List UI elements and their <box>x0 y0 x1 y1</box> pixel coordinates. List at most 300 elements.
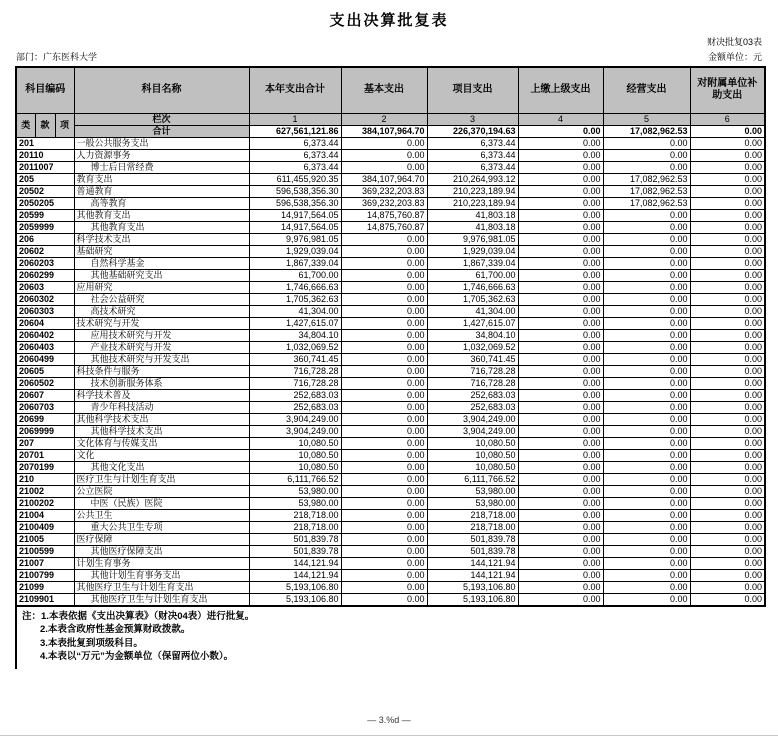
amount-cell: 61,700.00 <box>427 269 518 281</box>
subject-name-cell: 其他科学技术支出 <box>74 413 249 425</box>
amount-cell: 252,683.03 <box>249 389 341 401</box>
amount-cell: 0.00 <box>690 425 765 437</box>
subject-code-cell: 2060402 <box>16 329 74 341</box>
subject-code-cell: 205 <box>16 173 74 185</box>
amount-cell: 17,082,962.53 <box>603 197 690 209</box>
note-line: 4.本表以“万元”为金额单位（保留两位小数）。 <box>40 651 234 662</box>
amount-cell: 10,080.50 <box>249 461 341 473</box>
table-row <box>16 461 765 473</box>
amount-cell: 1,867,339.04 <box>249 257 341 269</box>
amount-cell: 0.00 <box>603 509 690 521</box>
table-row <box>16 485 765 497</box>
subject-name-cell: 其他文化支出 <box>74 461 249 473</box>
subject-code-cell: 20602 <box>16 245 74 257</box>
amount-cell: 369,232,203.83 <box>341 197 427 209</box>
subject-code-cell: 2069999 <box>16 425 74 437</box>
amount-cell: 0.00 <box>690 305 765 317</box>
code-level-kuan: 款 <box>35 113 55 137</box>
subject-name-cell: 普通教育 <box>74 185 249 197</box>
table-row <box>16 593 765 606</box>
amount-cell: 0.00 <box>518 389 603 401</box>
amount-cell: 0.00 <box>690 437 765 449</box>
subject-name-cell: 产业技术研究与开发 <box>74 341 249 353</box>
amount-cell: 17,082,962.53 <box>603 185 690 197</box>
column-header: 对附属单位补助支出 <box>690 67 765 113</box>
subject-code-cell: 210 <box>16 473 74 485</box>
subject-name-cell: 技术创新服务体系 <box>74 377 249 389</box>
amount-cell: 144,121.94 <box>249 569 341 581</box>
amount-cell: 0.00 <box>603 473 690 485</box>
amount-unit-label: 金额单位：元 <box>707 52 762 62</box>
amount-cell: 0.00 <box>341 305 427 317</box>
subject-name-cell: 技术研究与开发 <box>74 317 249 329</box>
amount-cell: 0.00 <box>690 461 765 473</box>
amount-cell: 0.00 <box>341 521 427 533</box>
table-row <box>16 233 765 245</box>
table-row <box>16 149 765 161</box>
amount-cell: 0.00 <box>341 497 427 509</box>
amount-cell: 0.00 <box>518 413 603 425</box>
amount-cell: 0.00 <box>341 437 427 449</box>
amount-cell: 6,373.44 <box>427 137 518 149</box>
total-label: 合计 <box>74 125 249 137</box>
total-amount-cell: 226,370,194.63 <box>427 125 518 137</box>
amount-cell: 0.00 <box>690 413 765 425</box>
amount-cell: 0.00 <box>518 149 603 161</box>
amount-cell: 0.00 <box>341 161 427 173</box>
amount-cell: 0.00 <box>603 341 690 353</box>
amount-cell: 0.00 <box>518 401 603 413</box>
amount-cell: 1,032,069.52 <box>249 341 341 353</box>
amount-cell: 1,705,362.63 <box>249 293 341 305</box>
amount-cell: 0.00 <box>690 245 765 257</box>
amount-cell: 0.00 <box>690 485 765 497</box>
amount-cell: 0.00 <box>341 353 427 365</box>
table-row <box>16 533 765 545</box>
subject-code-cell: 20701 <box>16 449 74 461</box>
amount-cell: 41,803.18 <box>427 221 518 233</box>
amount-cell: 384,107,964.70 <box>341 173 427 185</box>
amount-cell: 0.00 <box>518 161 603 173</box>
amount-cell: 0.00 <box>518 581 603 593</box>
amount-cell: 3,904,249.00 <box>249 425 341 437</box>
amount-cell: 0.00 <box>603 269 690 281</box>
amount-cell: 0.00 <box>341 233 427 245</box>
column-header: 本年支出合计 <box>249 67 341 113</box>
amount-cell: 0.00 <box>603 521 690 533</box>
amount-cell: 0.00 <box>518 185 603 197</box>
amount-cell: 10,080.50 <box>427 461 518 473</box>
amount-cell: 210,223,189.94 <box>427 197 518 209</box>
amount-cell: 0.00 <box>341 581 427 593</box>
subject-name-cell: 自然科学基金 <box>74 257 249 269</box>
amount-cell: 0.00 <box>690 341 765 353</box>
amount-cell: 0.00 <box>690 233 765 245</box>
subject-code-cell: 2070199 <box>16 461 74 473</box>
amount-cell: 0.00 <box>518 509 603 521</box>
subject-name-cell: 公立医院 <box>74 485 249 497</box>
amount-cell: 0.00 <box>341 485 427 497</box>
amount-cell: 6,373.44 <box>427 161 518 173</box>
amount-cell: 0.00 <box>603 209 690 221</box>
amount-cell: 53,980.00 <box>249 497 341 509</box>
subject-name-cell: 其他教育支出 <box>74 209 249 221</box>
column-header: 经营支出 <box>603 67 690 113</box>
amount-cell: 0.00 <box>603 149 690 161</box>
note-line: 3.本表批复到项级科目。 <box>40 637 143 649</box>
amount-cell: 0.00 <box>603 317 690 329</box>
total-amount-cell: 0.00 <box>690 125 765 137</box>
amount-cell: 0.00 <box>690 545 765 557</box>
amount-cell: 1,705,362.63 <box>427 293 518 305</box>
page-bottom-divider <box>0 735 778 736</box>
amount-cell: 0.00 <box>518 221 603 233</box>
amount-cell: 0.00 <box>518 533 603 545</box>
subject-name-cell: 其他医疗卫生与计划生育支出 <box>74 581 249 593</box>
amount-cell: 0.00 <box>518 377 603 389</box>
amount-cell: 0.00 <box>690 185 765 197</box>
amount-cell: 252,683.03 <box>427 389 518 401</box>
amount-cell: 0.00 <box>518 497 603 509</box>
amount-cell: 3,904,249.00 <box>427 413 518 425</box>
subject-name-cell: 科技条件与服务 <box>74 365 249 377</box>
subject-code-cell: 207 <box>16 437 74 449</box>
table-row <box>16 305 765 317</box>
subject-code-cell: 2060303 <box>16 305 74 317</box>
amount-cell: 0.00 <box>341 461 427 473</box>
amount-cell: 0.00 <box>341 533 427 545</box>
subject-name-cell: 其他科学技术支出 <box>74 425 249 437</box>
subject-name-cell: 应用研究 <box>74 281 249 293</box>
amount-cell: 61,700.00 <box>249 269 341 281</box>
amount-cell: 0.00 <box>690 509 765 521</box>
amount-cell: 3,904,249.00 <box>427 425 518 437</box>
subject-code-cell: 206 <box>16 233 74 245</box>
amount-cell: 0.00 <box>518 461 603 473</box>
amount-cell: 0.00 <box>603 533 690 545</box>
amount-cell: 0.00 <box>603 413 690 425</box>
amount-cell: 14,875,760.87 <box>341 221 427 233</box>
amount-cell: 6,111,766.52 <box>427 473 518 485</box>
amount-cell: 0.00 <box>518 197 603 209</box>
note-line <box>22 610 745 624</box>
table-row <box>16 425 765 437</box>
amount-cell: 0.00 <box>690 401 765 413</box>
amount-cell: 252,683.03 <box>249 401 341 413</box>
amount-cell: 0.00 <box>518 173 603 185</box>
subject-name-cell: 基础研究 <box>74 245 249 257</box>
amount-cell: 0.00 <box>341 293 427 305</box>
amount-cell: 0.00 <box>690 593 765 606</box>
amount-cell: 6,373.44 <box>249 149 341 161</box>
amount-cell: 501,839.78 <box>249 533 341 545</box>
amount-cell: 0.00 <box>603 593 690 606</box>
subject-code-cell: 2100799 <box>16 569 74 581</box>
expenditure-table <box>15 66 766 607</box>
amount-cell: 14,917,564.05 <box>249 209 341 221</box>
amount-cell: 0.00 <box>518 569 603 581</box>
total-amount-cell: 17,082,962.53 <box>603 125 690 137</box>
amount-cell: 3,904,249.00 <box>249 413 341 425</box>
amount-cell: 0.00 <box>603 389 690 401</box>
table-row <box>16 557 765 569</box>
amount-cell: 0.00 <box>690 389 765 401</box>
amount-cell: 0.00 <box>690 377 765 389</box>
amount-cell: 0.00 <box>341 365 427 377</box>
subject-code-cell: 2011007 <box>16 161 74 173</box>
total-amount-cell: 384,107,964.70 <box>341 125 427 137</box>
table-row <box>16 317 765 329</box>
amount-cell: 0.00 <box>603 329 690 341</box>
amount-cell: 0.00 <box>690 173 765 185</box>
amount-cell: 14,875,760.87 <box>341 209 427 221</box>
column-number: 3 <box>427 113 518 125</box>
table-row <box>16 581 765 593</box>
amount-cell: 210,264,993.12 <box>427 173 518 185</box>
subject-name-cell: 计划生育事务 <box>74 557 249 569</box>
table-row <box>16 521 765 533</box>
amount-cell: 0.00 <box>603 353 690 365</box>
table-row <box>16 293 765 305</box>
amount-cell: 0.00 <box>518 353 603 365</box>
amount-cell: 0.00 <box>690 365 765 377</box>
table-row <box>16 437 765 449</box>
amount-cell: 218,718.00 <box>427 521 518 533</box>
department-label: 部门：广东医科大学 <box>16 52 98 62</box>
amount-cell: 0.00 <box>341 149 427 161</box>
amount-cell: 369,232,203.83 <box>341 185 427 197</box>
amount-cell: 0.00 <box>603 281 690 293</box>
amount-cell: 144,121.94 <box>427 569 518 581</box>
subject-name-cell: 公共卫生 <box>74 509 249 521</box>
column-header: 上缴上级支出 <box>518 67 603 113</box>
amount-cell: 144,121.94 <box>249 557 341 569</box>
subject-name-cell: 其他技术研究与开发支出 <box>74 353 249 365</box>
subject-name-cell: 高等教育 <box>74 197 249 209</box>
subject-code-cell: 2050205 <box>16 197 74 209</box>
subject-code-cell: 2059999 <box>16 221 74 233</box>
amount-cell: 0.00 <box>603 449 690 461</box>
amount-cell: 0.00 <box>518 341 603 353</box>
amount-cell: 0.00 <box>341 425 427 437</box>
amount-cell: 0.00 <box>690 557 765 569</box>
amount-cell: 0.00 <box>690 221 765 233</box>
amount-cell: 0.00 <box>603 377 690 389</box>
amount-cell: 716,728.28 <box>249 365 341 377</box>
amount-cell: 218,718.00 <box>427 509 518 521</box>
table-row <box>16 449 765 461</box>
amount-cell: 0.00 <box>603 401 690 413</box>
subject-code-cell: 2100599 <box>16 545 74 557</box>
table-row <box>16 353 765 365</box>
total-row <box>16 125 765 137</box>
amount-cell: 0.00 <box>690 353 765 365</box>
amount-cell: 34,804.10 <box>427 329 518 341</box>
subject-code-cell: 20599 <box>16 209 74 221</box>
amount-cell: 716,728.28 <box>427 365 518 377</box>
table-row <box>16 209 765 221</box>
amount-cell: 34,804.10 <box>249 329 341 341</box>
table-row <box>16 185 765 197</box>
table-row <box>16 161 765 173</box>
amount-cell: 5,193,106.80 <box>427 581 518 593</box>
note-item: 1.本表依据《支出决算表》（财决04表）进行批复。 <box>41 610 255 622</box>
amount-cell: 0.00 <box>690 449 765 461</box>
column-number: 2 <box>341 113 427 125</box>
amount-cell: 0.00 <box>518 473 603 485</box>
header-row-main <box>16 67 765 113</box>
subject-name-cell: 医疗保障 <box>74 533 249 545</box>
amount-cell: 0.00 <box>518 281 603 293</box>
form-number: 财决批复03表 <box>706 37 762 47</box>
amount-cell: 0.00 <box>518 485 603 497</box>
amount-cell: 0.00 <box>518 329 603 341</box>
amount-cell: 5,193,106.80 <box>249 593 341 606</box>
amount-cell: 0.00 <box>690 281 765 293</box>
table-row <box>16 497 765 509</box>
amount-cell: 0.00 <box>518 233 603 245</box>
amount-cell: 0.00 <box>603 137 690 149</box>
amount-cell: 0.00 <box>690 137 765 149</box>
column-number: 5 <box>603 113 690 125</box>
amount-cell: 41,304.00 <box>427 305 518 317</box>
amount-cell: 0.00 <box>603 545 690 557</box>
subject-code-cell: 201 <box>16 137 74 149</box>
amount-cell: 0.00 <box>518 257 603 269</box>
amount-cell: 0.00 <box>341 281 427 293</box>
subject-code-cell: 20699 <box>16 413 74 425</box>
amount-cell: 144,121.94 <box>427 557 518 569</box>
subject-code-cell: 20110 <box>16 149 74 161</box>
table-row <box>16 377 765 389</box>
amount-cell: 0.00 <box>341 377 427 389</box>
table-row <box>16 197 765 209</box>
amount-cell: 0.00 <box>341 317 427 329</box>
amount-cell: 0.00 <box>341 593 427 606</box>
amount-cell: 1,746,666.63 <box>249 281 341 293</box>
amount-cell: 10,080.50 <box>427 449 518 461</box>
amount-cell: 6,111,766.52 <box>249 473 341 485</box>
amount-cell: 0.00 <box>518 317 603 329</box>
amount-cell: 1,929,039.04 <box>249 245 341 257</box>
amount-cell: 0.00 <box>518 425 603 437</box>
table-row <box>16 473 765 485</box>
notes-section <box>15 607 745 669</box>
amount-cell: 218,718.00 <box>249 509 341 521</box>
subject-name-cell: 医疗卫生与计划生育支出 <box>74 473 249 485</box>
amount-cell: 1,746,666.63 <box>427 281 518 293</box>
subject-code-cell: 2109901 <box>16 593 74 606</box>
amount-cell: 0.00 <box>690 293 765 305</box>
amount-cell: 596,538,356.30 <box>249 185 341 197</box>
subject-code-cell: 2060703 <box>16 401 74 413</box>
amount-cell: 360,741.45 <box>249 353 341 365</box>
subject-name-cell: 社会公益研究 <box>74 293 249 305</box>
amount-cell: 0.00 <box>603 293 690 305</box>
amount-cell: 0.00 <box>603 245 690 257</box>
subject-code-cell: 20607 <box>16 389 74 401</box>
column-header: 项目支出 <box>427 67 518 113</box>
amount-cell: 0.00 <box>690 197 765 209</box>
amount-cell: 0.00 <box>341 401 427 413</box>
table-row <box>16 389 765 401</box>
table-row <box>16 269 765 281</box>
amount-cell: 0.00 <box>518 137 603 149</box>
amount-cell: 0.00 <box>690 209 765 221</box>
subject-name-cell: 科学技术普及 <box>74 389 249 401</box>
amount-cell: 252,683.03 <box>427 401 518 413</box>
subject-code-cell: 20604 <box>16 317 74 329</box>
amount-cell: 611,455,920.35 <box>249 173 341 185</box>
amount-cell: 0.00 <box>603 569 690 581</box>
amount-cell: 0.00 <box>690 257 765 269</box>
subject-code-cell: 2060203 <box>16 257 74 269</box>
amount-cell: 41,304.00 <box>249 305 341 317</box>
subject-name-cell: 其他教育支出 <box>74 221 249 233</box>
amount-cell: 0.00 <box>518 245 603 257</box>
lanci-label: 栏次 <box>74 113 249 125</box>
table-row <box>16 329 765 341</box>
amount-cell: 0.00 <box>341 341 427 353</box>
amount-cell: 0.00 <box>690 497 765 509</box>
amount-cell: 0.00 <box>690 569 765 581</box>
amount-cell: 9,976,981.05 <box>427 233 518 245</box>
amount-cell: 0.00 <box>690 317 765 329</box>
amount-cell: 17,082,962.53 <box>603 173 690 185</box>
amount-cell: 0.00 <box>603 365 690 377</box>
amount-cell: 0.00 <box>341 245 427 257</box>
table-row <box>16 221 765 233</box>
amount-cell: 0.00 <box>518 557 603 569</box>
amount-cell: 716,728.28 <box>249 377 341 389</box>
amount-cell: 0.00 <box>341 473 427 485</box>
subject-name-cell: 其他计划生育事务支出 <box>74 569 249 581</box>
amount-cell: 0.00 <box>341 557 427 569</box>
table-row <box>16 401 765 413</box>
amount-cell: 0.00 <box>603 161 690 173</box>
amount-cell: 0.00 <box>603 581 690 593</box>
amount-cell: 0.00 <box>603 461 690 473</box>
amount-cell: 0.00 <box>518 209 603 221</box>
amount-cell: 0.00 <box>518 545 603 557</box>
subject-name-cell: 文化 <box>74 449 249 461</box>
column-number: 6 <box>690 113 765 125</box>
amount-cell: 0.00 <box>518 269 603 281</box>
amount-cell: 0.00 <box>690 269 765 281</box>
subject-code-cell: 20603 <box>16 281 74 293</box>
amount-cell: 53,980.00 <box>249 485 341 497</box>
amount-cell: 596,538,356.30 <box>249 197 341 209</box>
amount-cell: 0.00 <box>341 269 427 281</box>
table-row <box>16 413 765 425</box>
note-line: 2.本表含政府性基金预算财政拨款。 <box>40 624 191 635</box>
total-amount-cell: 0.00 <box>518 125 603 137</box>
subject-name-cell: 中医（民族）医院 <box>74 497 249 509</box>
amount-cell: 501,839.78 <box>427 533 518 545</box>
amount-cell: 360,741.45 <box>427 353 518 365</box>
amount-cell: 1,929,039.04 <box>427 245 518 257</box>
amount-cell: 6,373.44 <box>427 149 518 161</box>
column-number: 4 <box>518 113 603 125</box>
code-level-xiang: 项 <box>55 113 74 137</box>
amount-cell: 10,080.50 <box>249 437 341 449</box>
subject-code-cell: 21005 <box>16 533 74 545</box>
table-row <box>16 173 765 185</box>
amount-cell: 0.00 <box>518 593 603 606</box>
subject-code-cell: 2060299 <box>16 269 74 281</box>
subject-name-cell: 人力资源事务 <box>74 149 249 161</box>
amount-cell: 210,223,189.94 <box>427 185 518 197</box>
